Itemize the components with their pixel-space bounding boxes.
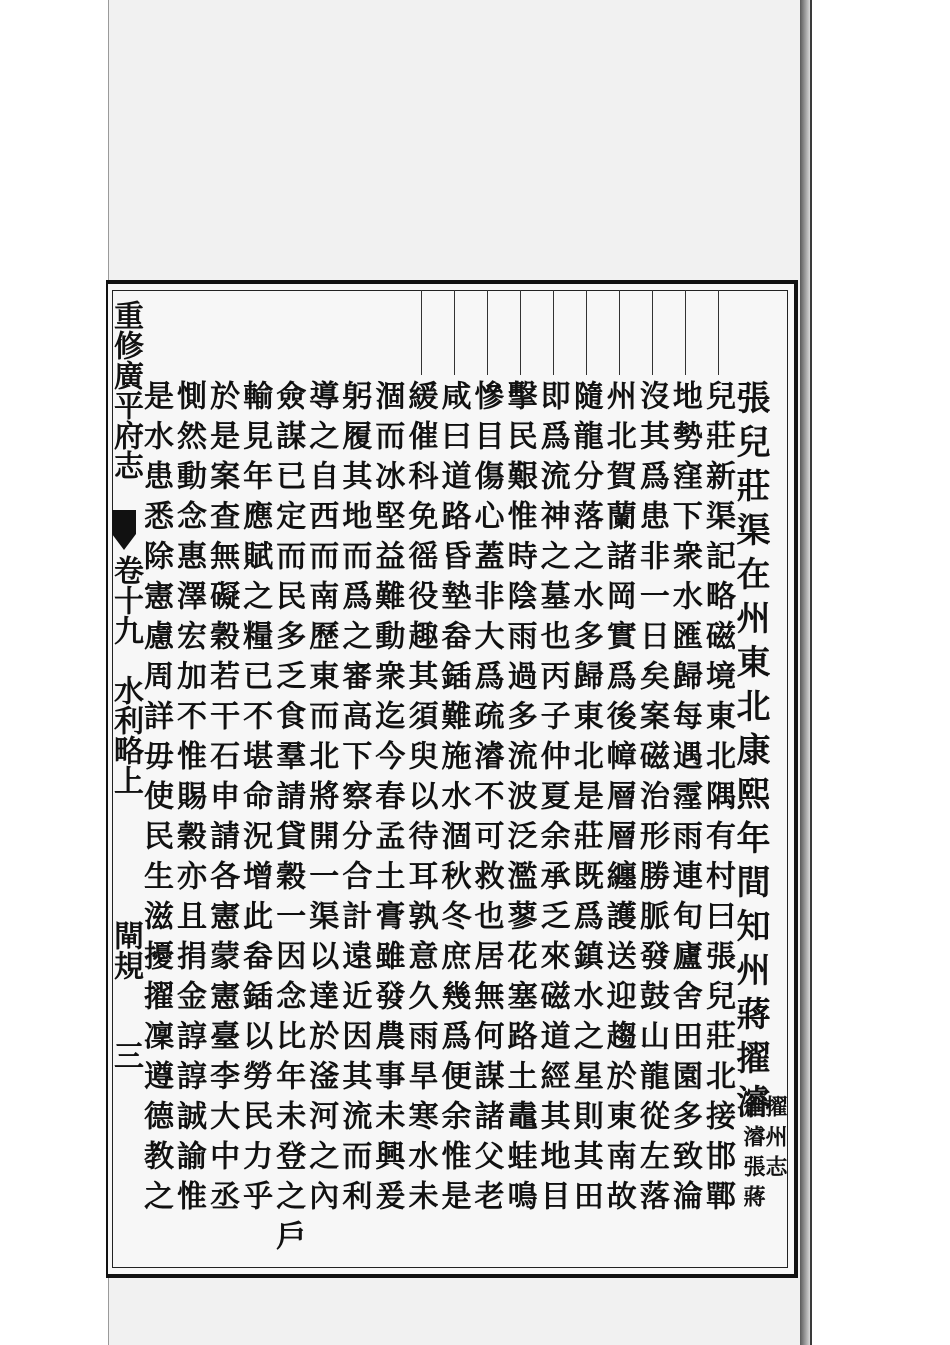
text-column: 兒莊新渠記略磁境東北隅有村曰張兒莊北接邯鄲 xyxy=(699,380,735,1220)
text-column: 咸曰道路昏墊畚鍤難施水涸秋冬庶幾爲便余惟是 xyxy=(435,380,471,1220)
text-column: 於是案查無礙穀若干石申請各憲蒙憲臺李大中丞 xyxy=(204,380,240,1220)
text-column: 躬履其地而爲之審高下察分合計遠近因其流而利 xyxy=(336,380,372,1220)
margin-volume: 卷十九 xyxy=(108,555,143,645)
text-column: 沒其爲患非一日矣案磁治形勝脈發鼓山龍從左落 xyxy=(633,380,669,1220)
text-column: 僉謀已定而民多乏食羣請貸穀一因念比年未登之戶 xyxy=(270,380,306,1260)
title-note-right: 擢州志 xyxy=(762,1095,788,1185)
title-note-left: 創濬張蔣 xyxy=(740,1095,766,1215)
margin-book-title: 重修廣平府志 xyxy=(108,300,143,480)
column-rule xyxy=(553,290,554,375)
column-rule xyxy=(619,290,620,375)
text-column: 擊民艱惟時陰雨過多流波泛濫蓼花塞路土鼃蛙鳴 xyxy=(501,380,537,1220)
text-column: 慘目傷心蓋非大爲疏濬不可救也居無何謀諸父老 xyxy=(468,380,504,1220)
column-rule xyxy=(454,290,455,375)
text-column: 隨龍分落之水多歸東北是莊既爲鎮水之星則其田 xyxy=(567,380,603,1220)
column-rule xyxy=(520,290,521,375)
column-rule xyxy=(685,290,686,375)
column-rule xyxy=(652,290,653,375)
text-column: 是水患悉除憲慮周詳毋使民生滋擾擢凜遵德教之 xyxy=(138,380,173,1220)
text-column: 輸見年應賦之糧已不堪命況增此畚鍤以勞民力乎 xyxy=(237,380,273,1220)
column-rule xyxy=(421,290,422,375)
page-edge-shadow xyxy=(800,0,810,1345)
margin-page-number: 三 xyxy=(108,1040,143,1070)
text-column: 緩催科免徭役趣其須臾以待耳孰意久雨旱寒水未 xyxy=(402,380,438,1220)
text-column-title: 張兒莊渠在州東北康熙年間知州蔣擢濬 xyxy=(730,380,770,1128)
column-rule xyxy=(487,290,488,375)
text-column: 惻然動念惠澤宏加不惟賜穀亦且捐金諄諄誠諭惟 xyxy=(171,380,207,1220)
margin-subsection: 閘規 xyxy=(108,920,143,980)
text-column: 涸而冰堅益難動衆迄今春孟土膏雖發農事未興爰 xyxy=(369,380,405,1220)
margin-section: 水利略上 xyxy=(108,675,143,795)
column-rule xyxy=(586,290,587,375)
text-column: 即爲流神之墓也丙子仲夏余承乏來磁道經其地目 xyxy=(534,380,570,1220)
column-rule xyxy=(718,290,719,375)
text-column: 導之自西而南歷東而北將開一渠以達於滏河之內 xyxy=(303,380,339,1220)
text-column: 地勢窪下衆水匯歸每遇霪雨連旬廬舍田園多致淪 xyxy=(666,380,702,1220)
text-column: 州北賀蘭諸岡實爲後幛層層纏護送迎趨於東南故 xyxy=(600,380,636,1220)
